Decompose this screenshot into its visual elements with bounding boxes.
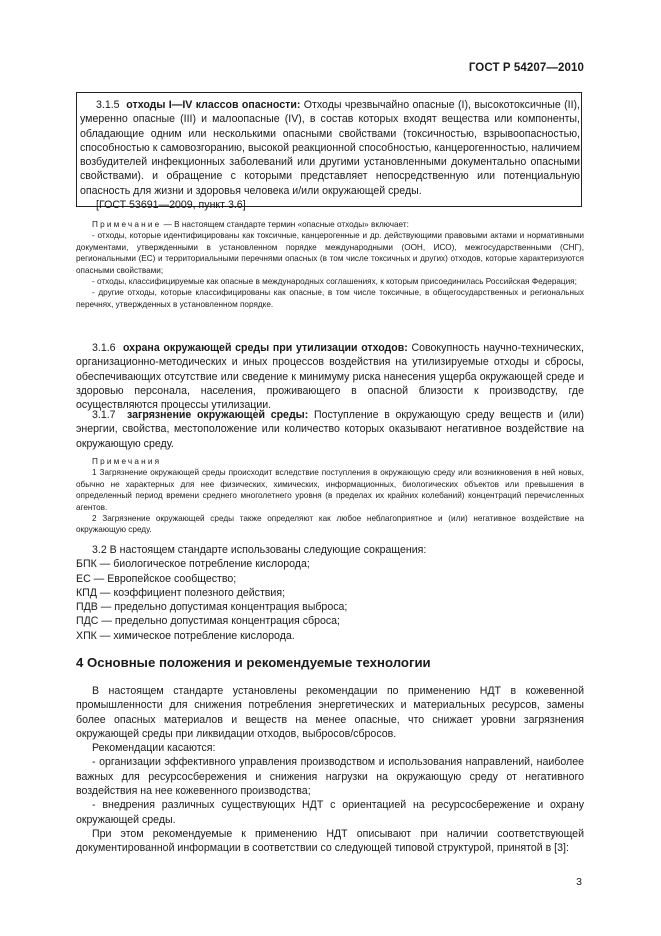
definition-3-1-5 [76, 98, 584, 212]
definition-3-1-6 [76, 341, 584, 412]
section-paragraph: При этом рекомендуемые к применению НДТ описывают при наличии соответствующей документированной информации в соответствии со следующей типовой структурой, принятой в [3]: [76, 827, 584, 855]
section-bullet: - организации эффективного управления производством и использования направлений, наиболее важных для ресурсосбережения и снижения нагрузки на окружающую среду от негативного воздействия на нее кожевенного производства; [76, 756, 584, 798]
note-lead-text: — В настоящем стандарте термин «опасные отходы» включает: [163, 220, 409, 229]
section-4 [76, 655, 584, 856]
definition-text [76, 98, 584, 198]
abbreviation-item: БПК — биологическое потребление кислорода; [76, 558, 310, 571]
definition-source: [ГОСТ 53691—2009, пункт 3.6] [96, 199, 246, 212]
abbreviation-item: КПД — коэффициент полезного действия; [76, 586, 286, 599]
section-paragraph: Рекомендации касаются: [92, 742, 216, 755]
abbreviations-list [76, 543, 584, 643]
definition-text [76, 341, 584, 412]
abbreviations-intro: 3.2 В настоящем стандарте использованы следующие сокращения: [92, 544, 427, 556]
note-item: - отходы, классифицируемые как опасные в международных соглашениях, к которым присоединилась Российская Федерация; [92, 277, 577, 287]
abbreviation-item: ХПК — химическое потребление кислорода. [76, 629, 295, 642]
note-item: - другие отходы, которые классифицированы как опасные, в том числе токсичные, в общегосударственных и региональных перечнях, утвержденных в установленном порядке. [76, 288, 584, 309]
note-label: Примечание [92, 220, 162, 229]
clause-number: 3.1.6 [92, 342, 116, 354]
clause-number: 3.1.5 [96, 99, 120, 111]
abbreviation-item: ПДВ — предельно допустимая концентрация выброса; [76, 601, 348, 614]
note-item: - отходы, которые идентифицированы как токсичные, канцерогенные и др. действующими правовыми актами и нормативными документами, утвержденными в установленном порядке международными (ООН, ИСО), межгосударственными (СНГ), региональными (ЕС) и территориальными перечнями опасных (в том числе токсичных и других) отходов, которые характеризуются опасными свойствами; [76, 231, 584, 275]
section-heading: 4 Основные положения и рекомендуемые технологии [76, 655, 431, 670]
definition-3-1-7 [76, 408, 584, 451]
page-number: 3 [576, 876, 582, 888]
defined-term: охрана окружающей среды при утилизации отходов: [122, 342, 408, 354]
section-bullet: - внедрения различных существующих НДТ с ориентацией на ресурсосбережение и охрану окружающей среды. [76, 799, 584, 826]
defined-term: загрязнение окружающей среды: [126, 409, 309, 421]
note-item: 1 Загрязнение окружающей среды происходит вследствие поступления в окружающую среду или возникновения в ней новых, обычно не характерных для нее физических, химических, информационных, биологических объектов или превышения в определенный период времени среднего многолетнего уровня (в пределах их крайних колебаний) концентраций перечисленных агентов. [76, 468, 584, 512]
definition-body: Отходы чрезвычайно опасные (I), высокотоксичные (II), умеренно опасные (III) и малоопасные (IV), в состав которых входят вещества или компоненты, обладающие одним или несколькими опасными свойствами (токсичностью, взрывоопасностью, способностью к самовозгоранию, высокой реакционной способностью, канцерогенностью, наличием возбудителей инфекционных заболеваний или другими установленными документально опасными свойствами). и обращение с которыми представляет непосредственную или потенциальную опасность для жизни и здоровья человека и/или окружающей среды. [80, 99, 580, 197]
section-paragraph: В настоящем стандарте установлены рекомендации по применению НДТ в кожевенной промышленности для снижения потребления энергетических и материальных ресурсов, замены более опасных материалов и веществ на менее опасные, что снижает уровни загрязнения окружающей среды при ликвидации отходов, выбросов/сбросов. [76, 685, 584, 740]
note-lead [76, 219, 584, 230]
note-item: 2 Загрязнение окружающей среды также определяют как любое неблагоприятное и (или) негативное воздействие на окружающую среду. [76, 514, 584, 535]
note-3-1-5 [76, 219, 584, 310]
definition-text [76, 408, 584, 451]
definition-body: Совокупность научно-технических, организационно-методических и иных процессов воздействия на утилизируемые отходы и сбросы, обеспечивающих отсутствие или сведение к минимуму риска нанесения ущерба окружающей среде и здоровью персонала, населения, проживающего в опасной близости к производству, где осуществляются процессы утилизации. [76, 342, 584, 412]
notes-label: Примечания [92, 457, 162, 466]
document-id-header: ГОСТ Р 54207—2010 [468, 62, 584, 74]
notes-3-1-7 [76, 456, 584, 536]
abbreviation-item: ЕС — Европейское сообщество; [76, 572, 237, 585]
definition-body: Поступление в окружающую среду веществ и (или) энергии, свойства, местоположение или количество которых оказывают негативное воздействие на окружающую среду. [76, 409, 584, 450]
clause-number: 3.1.7 [92, 409, 116, 421]
abbreviation-item: ПДС — предельно допустимая концентрация сброса; [76, 615, 340, 628]
defined-term: отходы I—IV классов опасности: [126, 99, 301, 111]
